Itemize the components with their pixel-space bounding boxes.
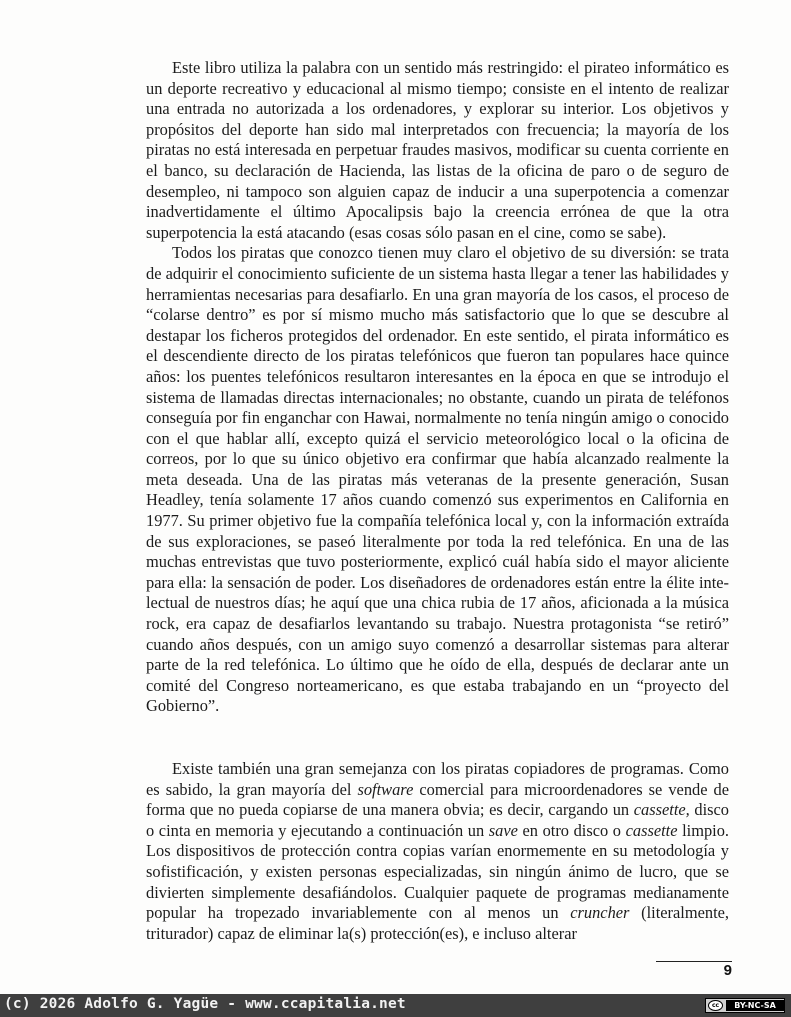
paragraph-3-text: limpio. Los dispositivos de protección contra copias varían enormemente en su metodología y sofistificación, y existen personas especializadas, sin ningún ánimo de lucro, que se divierten simplemente desafiándolos. Cualquier paquete de programas medianamente popular ha tropezado invariablemente con al menos un [146, 820, 730, 923]
cc-logo-icon: cc [708, 1000, 723, 1011]
copyright-credit: (c) 2026 Adolfo G. Yagüe - www.ccapitalia.net [4, 996, 406, 1012]
paragraph-3-text: disco o cinta en memoria y ejecutando a continuación un [146, 800, 730, 840]
italic-term-software: software [357, 779, 414, 799]
paragraph-3-text: (literalmente, triturador) capaz de eliminar la(s) protección(es), e incluso alterar [146, 903, 729, 943]
paragraph-1: Este libro utiliza la palabra con un sentido más restringido: el pirateo informático es un deporte recreativo y educacional al mismo tiempo; consiste en el intento de realizar una entrada no autorizada a los ordenadores, y explorar su interior. Los objetivos y propósitos del deporte han sido mal interpretados con frecuencia; la mayoría de los piratas no está interesada en perpetuar fraudes masivos, modificar su cuenta corriente en el banco, su declaración de Hacienda, las listas de la oficina de paro o de seguro de desempleo, ni tampoco son alguien capaz de inducir a una superpotencia a comenzar inadvertidamente el último Apocalipsis bajo la creencia errónea de que la otra superpotencia la está atacando (esas cosas sólo pasan en el cine, como se sabe). [146, 58, 729, 242]
italic-term-cassette: cassette [625, 820, 678, 840]
italic-term-cruncher: cruncher [570, 903, 630, 923]
italic-term-save: save [488, 820, 518, 840]
italic-term-cassette: cassette, [633, 800, 690, 820]
page-number: 9 [723, 962, 732, 979]
license-terms: BY-NC-SA [726, 1000, 784, 1011]
body-text [146, 58, 729, 944]
paragraph-2: Todos los piratas que conozco tienen muy claro el objetivo de su diversión: se trata de adquirir el conocimiento suficiente de un sistema hasta llegar a tener las habilidades y herramientas necesarias para desafiarlo. En una gran mayoría de los casos, el proceso de “colarse dentro” es por sí mismo mucho más satisfactorio que lo que se descubre al destapar los ficheros protegidos del ordenador. En este sentido, el pirata informático es el descendiente directo de los piratas telefónicos que fueron tan populares hace quince años: los puentes telefónicos resultaron interesantes en la época en que se introdujo el sistema de llamadas directas internacionales; no obstante, cuando un pirata de teléfonos conseguía por fin enganchar con Hawai, normalmente no tenía ningún amigo o conocido con el que hablar allí, excepto quizá el servicio meteorológico local o la oficina de correos, por lo que su único objetivo era confirmar que había alcanzado realmente la meta deseada. Una de las piratas más veteranas de la presente generación, Susan Headley, tenía solamente 17 años cuando comenzó sus experimentos en California en 1977. Su primer objetivo fue la compañía telefónica local y, con la información extraída de sus exploraciones, se paseó literalmente por toda la red telefónica. En una de las muchas entrevistas que tuvo posteriormente, explicó cuál había sido el mayor aliciente para ella: la sensación de poder. Los diseñadores de ordenadores están entre la élite intelectual de nuestros días; he aquí que una chica rubia de 17 años, aficionada a la música rock, era capaz de desafiarlos levantando su trabajo. Nuestra protagonista “se retiró” cuando años después, con un amigo suyo comenzó a desarrollar sistemas para alterar parte de la red telefónica. Lo último que he oído de ella, después de declarar ante un comité del Congreso norteamericano, es que estaba trabajando en un “proyecto del Gobierno”. [146, 243, 729, 716]
cc-license-badge [705, 998, 785, 1013]
paragraph-3-text: comercial para microordenadores se vende de forma que no pueda copiarse de una manera obvia; es decir, cargando un [146, 779, 729, 820]
paragraph-3 [146, 759, 729, 944]
paragraph-3-text: Existe también una gran semejanza con los piratas copiadores de programas. Como es sabido, la gran mayoría del [146, 759, 729, 799]
paragraph-3-text: en otro disco o [517, 820, 626, 840]
